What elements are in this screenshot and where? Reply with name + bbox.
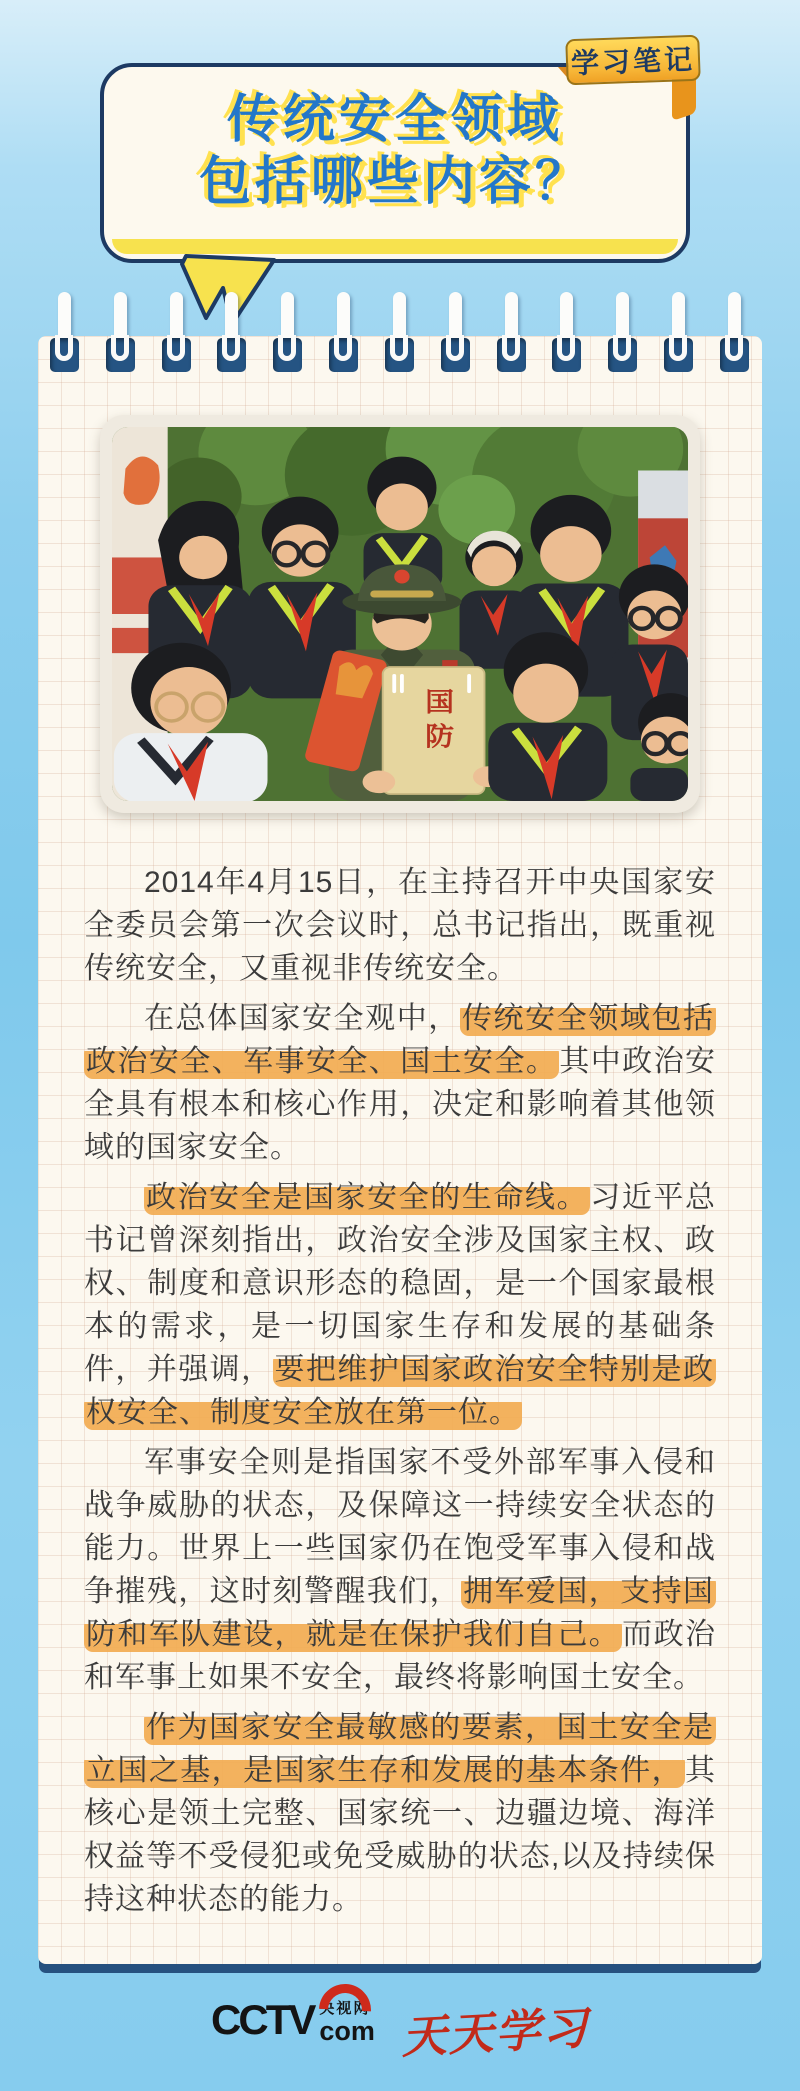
study-notes-tag-label: 学习笔记: [565, 35, 701, 86]
highlighted-text: 作为国家安全最敏感的要素，国土安全是立国之基，是国家生存和发展的基本条件，: [86, 1711, 714, 1787]
study-notes-ribbon: [566, 37, 700, 83]
binder-ring-icon: [497, 292, 527, 374]
highlighted-text: 传统安全领域包括政治安全、军事安全、国土安全。: [86, 1002, 715, 1078]
paragraph: [84, 997, 716, 1169]
binder-ring-icon: [273, 292, 303, 374]
program-logo: 天天学习: [399, 2001, 591, 2064]
body-text: 其核心是领土完整、国家统一、边疆边境、海洋权益等不受侵犯或免受威胁的状态,以及持续保持这种状态的能力。: [84, 1754, 716, 1916]
notebook-page: [38, 336, 762, 1964]
paragraph: [84, 1441, 716, 1699]
paragraph: [84, 861, 716, 990]
binder-ring-icon: [608, 292, 638, 374]
cctv-domain: com: [319, 2016, 375, 2046]
binder-ring-icon: [720, 292, 750, 374]
body-text: 其中政治安全具有根本和核心作用，决定和影响着其他领域的国家安全。: [84, 1045, 717, 1164]
body-text: 2014年4月15日，在主持召开中央国家安全委员会第一次会议时，总书记指出，既重视传统安全，又重视非传统安全。: [84, 866, 716, 985]
binder-ring-icon: [664, 292, 694, 374]
spiral-binding: [38, 292, 762, 374]
highlighted-text: 拥军爱国，支持国防和军队建设，就是在保护我们自己。: [86, 1575, 715, 1651]
body-text: 而政治和军事上如果不安全，最终将影响国土安全。: [84, 1618, 717, 1694]
paragraph: [84, 1706, 716, 1921]
article: [84, 861, 716, 1921]
footer-brand: [0, 1994, 800, 2064]
binder-ring-icon: [385, 292, 415, 374]
binder-ring-icon: [552, 292, 582, 374]
defense-booklet: [383, 667, 485, 794]
photo-frame: [100, 415, 700, 813]
title-line-1: 传统安全领域: [226, 91, 563, 149]
cctv-logo: [211, 1994, 375, 2046]
speech-bubble: [100, 43, 696, 263]
binder-ring-icon: [106, 292, 136, 374]
cctv-site-name: 央视网: [319, 2000, 371, 2017]
paragraph: [84, 1176, 716, 1434]
page-title: [104, 67, 686, 213]
binder-ring-icon: [162, 292, 192, 374]
cctv-wordmark: CCTV: [211, 1996, 314, 2043]
binder-ring-icon: [217, 292, 247, 374]
highlighted-text: 要把维护国家政治安全特别是政权安全、制度安全放在第一位。: [86, 1353, 715, 1429]
book-title: 国防: [419, 687, 454, 758]
binder-ring-icon: [441, 292, 471, 374]
binder-ring-icon: [50, 292, 80, 374]
title-line-2: 包括哪些内容？: [198, 153, 591, 211]
binder-ring-icon: [329, 292, 359, 374]
body-text: 军事安全则是指国家不受外部军事入侵和战争威胁的状态，及保障这一持续安全状态的能力。世界上一些国家仍在饱受军事入侵和战争摧残，这时刻警醒我们，: [84, 1446, 716, 1608]
body-text: 在总体国家安全观中，: [144, 1002, 460, 1035]
body-text: 习近平总书记曾深刻指出，政治安全涉及国家主权、政权、制度和意识形态的稳固，是一个国家最根本的需求，是一切国家生存和发展的基础条件，并强调，: [84, 1181, 717, 1386]
photo-illustration: [112, 427, 688, 801]
highlighted-text: 政治安全是国家安全的生命线。: [146, 1181, 589, 1214]
